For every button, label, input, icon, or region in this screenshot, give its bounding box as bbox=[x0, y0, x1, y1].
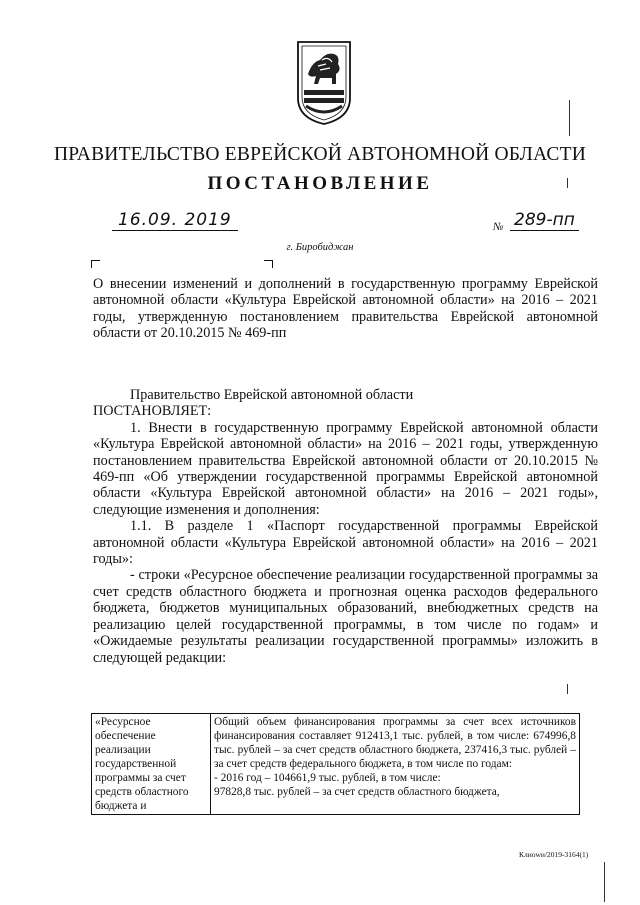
document-date: 16.09. 2019 bbox=[112, 210, 238, 231]
table-right-text-3: 97828,8 тыс. рублей – за счет средств областного бюджета, bbox=[214, 786, 500, 798]
subject-corner-left bbox=[91, 260, 100, 268]
coat-of-arms-emblem bbox=[296, 40, 352, 126]
table-right-text-1: Общий объем финансирования программы за счет всех источников финансирования составляет 912413,1 тыс. рублей, в том числе: 674996,8 тыс. рублей – за счет средств областного бюджета, 237416,3 тыс. рублей – за счет средств федерального бюджета, в том числе по годам: bbox=[214, 716, 576, 770]
scan-line-right-bottom bbox=[604, 862, 605, 902]
item-1-1-dash: - строки «Ресурсное обеспечение реализации государственной программы за счет средств областного бюджета и прогнозная оценка расходов федерального бюджета, бюджетов муниципальных образований, внебюджетных средств на реализацию целей государственной программы, в том числе по годам» и «Ожидаемые результаты реализации государственной программы» изложить в следующей редакции: bbox=[93, 567, 598, 666]
table-right-text-2: - 2016 год – 104661,9 тыс. рублей, в том числе: bbox=[214, 772, 441, 784]
document-body bbox=[93, 387, 598, 666]
scan-line-right-small bbox=[567, 684, 568, 694]
city-label: г. Биробиджан bbox=[286, 242, 354, 253]
document-subject: О внесении изменений и дополнений в государственную программу Еврейской автономной области «Культура Еврейской автономной области» на 2016 – 2021 годы, утвержденную постановлением правительства Еврейской автономной области от 20.10.2015 № 469-пп bbox=[93, 276, 598, 342]
preamble-line: Правительство Еврейской автономной области bbox=[130, 387, 414, 403]
footer-code: Клиоwи/2019-3164(1) bbox=[519, 850, 589, 859]
subject-corner-right bbox=[264, 260, 273, 268]
number-label: № bbox=[493, 221, 504, 233]
table-left-cell: «Ресурсное обеспечение реализации государственной программы за счет средств областного бюджета и bbox=[92, 714, 211, 815]
table-right-cell bbox=[211, 714, 580, 815]
resources-table bbox=[91, 713, 580, 815]
document-number: 289-пп bbox=[510, 210, 579, 231]
item-1-1: 1.1. В разделе 1 «Паспорт государственной программы Еврейской автономной области «Культура Еврейской автономной области» на 2016 – 2021 годы»: bbox=[93, 518, 598, 568]
document-type-title: ПОСТАНОВЛЕНИЕ bbox=[207, 173, 433, 194]
item-1: 1. Внести в государственную программу Еврейской автономной области «Культура Еврейской автономной области» на 2016 – 2021 годы, утвержденную постановлением правительства Еврейской автономной области от 20.10.2015 № 469-пп «Об утверждении государственной программы Еврейской автономной области «Культура Еврейской автономной области» на 2016 – 2021 годы», следующие изменения и дополнения: bbox=[93, 419, 598, 518]
scan-line-right-mid bbox=[567, 178, 568, 188]
table-row bbox=[92, 714, 580, 815]
government-title: ПРАВИТЕЛЬСТВО ЕВРЕЙСКОЙ АВТОНОМНОЙ ОБЛАСТИ bbox=[53, 144, 587, 165]
scan-line-right-top bbox=[569, 100, 570, 136]
resolves-keyword: ПОСТАНОВЛЯЕТ: bbox=[93, 403, 212, 420]
